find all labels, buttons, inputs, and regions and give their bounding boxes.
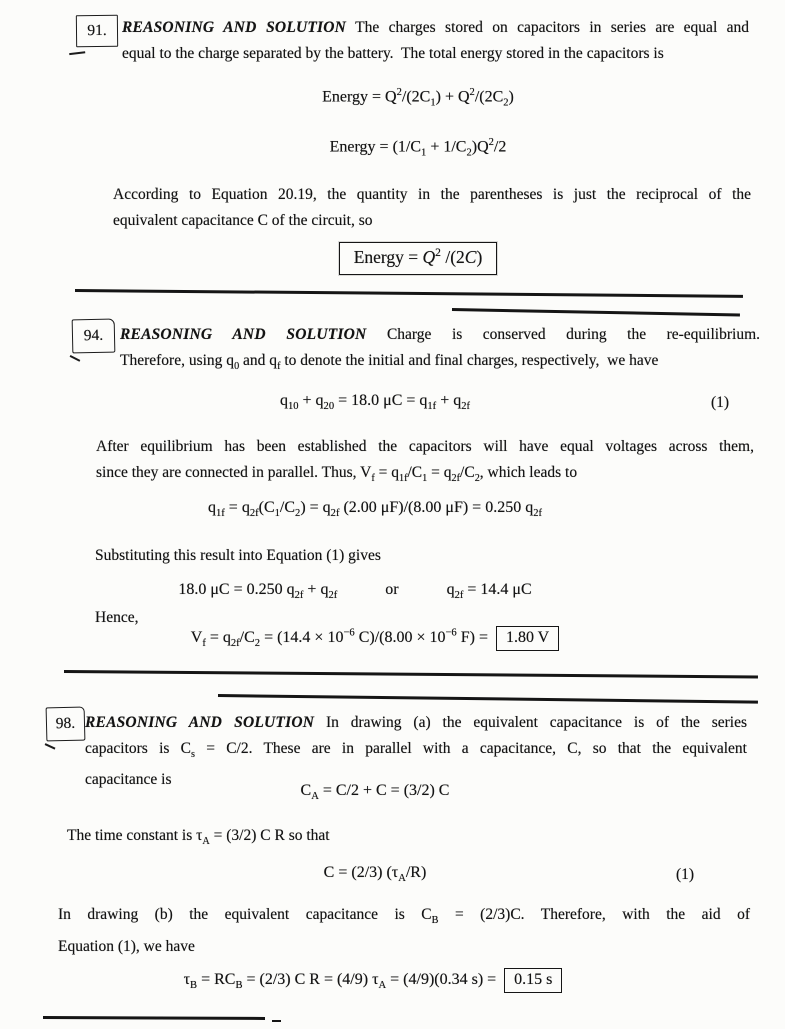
problem-91-answer-row bbox=[88, 242, 748, 275]
problem-94-body-paragraph-1 bbox=[96, 434, 754, 492]
problem-number-box-98 bbox=[46, 707, 86, 742]
text-line: since they are connected in parallel. Thus, $V_f = q_{1f}/C_1 = q_{2f}/C_2$, which leads to bbox=[96, 464, 578, 485]
text-line bbox=[120, 322, 760, 348]
equation-charge-conservation: $q_{10} + q_{20} = 18.0$ $\mu C = q_{1f} + q_{2f}$ bbox=[279, 392, 471, 413]
equation-prefix: $V_f = q_{2f}/C_2 = (14.4 \times 10^{-6}$ $C)/(8.00 \times 10^{-6}$ F) = bbox=[190, 627, 488, 650]
reasoning-heading-98: REASONING AND SOLUTION bbox=[85, 714, 315, 731]
text-line: Substituting this result into Equation (1) gives bbox=[95, 547, 381, 564]
equation-solve-q2f bbox=[40, 581, 670, 601]
text-line bbox=[122, 15, 749, 41]
problem-number-box-94 bbox=[72, 319, 116, 354]
footer-rule-dash bbox=[272, 1020, 281, 1022]
equation-right-part: $q_{2f} = 14.4$ μC bbox=[446, 581, 532, 602]
text-line: Equation (1), we have bbox=[58, 938, 195, 956]
equation-number-1: (1) bbox=[676, 866, 695, 883]
equation-number-1: (1) bbox=[711, 394, 730, 411]
equation-c-from-tau: C = (2/3) $(\tau_A/R)$ bbox=[323, 864, 427, 885]
text-line: After equilibrium has been established the capacitors will have equal voltages across them, bbox=[96, 438, 754, 455]
equation-prefix: $\tau_B = RC_B = (2/3)$ C R = (4/9) $\tau_A = (4/9)(0.34$ s) = bbox=[183, 971, 497, 992]
problem-94-body-paragraph-2 bbox=[95, 543, 735, 569]
section-divider-line bbox=[64, 670, 758, 678]
section-divider-line-short bbox=[452, 308, 740, 316]
problem-number-box-91 bbox=[76, 15, 118, 47]
text-line bbox=[85, 710, 747, 736]
text-span: The charges stored on capacitors in series are equal and bbox=[355, 19, 749, 36]
equation-ca: $C_A = C/2 + C = (3/2)$ C bbox=[300, 782, 450, 803]
or-connector: or bbox=[385, 581, 399, 598]
text-line: equal to the charge separated by the battery. The total energy stored in the capacitors is bbox=[122, 45, 664, 62]
problem-number-91: 91. bbox=[87, 21, 107, 40]
problem-91-body-paragraph bbox=[113, 182, 751, 234]
problem-number-98: 98. bbox=[55, 714, 76, 733]
footer-rule bbox=[43, 1016, 265, 1019]
hence-label: Hence, bbox=[95, 609, 139, 626]
equation-final-voltage bbox=[60, 626, 690, 651]
problem-91-intro-paragraph bbox=[122, 15, 749, 67]
text-line: According to Equation 20.19, the quantity in the parentheses is just the reciprocal of the bbox=[113, 186, 751, 203]
problem-98-body-paragraph-2 bbox=[58, 902, 750, 960]
section-divider-line-short bbox=[218, 694, 758, 703]
text-span: In drawing (a) the equivalent capacitance is of the series bbox=[325, 714, 747, 731]
text-line: In drawing (b) the equivalent capacitance is $C_B = (2/3)C$. Therefore, with the aid of bbox=[58, 906, 750, 927]
equation-energy-factored: Energy = $(1/C_1 + 1/C_2)Q^2/2$ bbox=[329, 137, 507, 159]
reasoning-heading-91: REASONING AND SOLUTION bbox=[122, 19, 347, 36]
section-divider-line bbox=[75, 289, 743, 298]
problem-number-94: 94. bbox=[83, 326, 104, 345]
text-line: capacitors is $C_s = C/2$. These are in parallel with a capacitance, C, so that the equivalent bbox=[85, 739, 747, 760]
equation-energy-sum: Energy = $Q^2/(2C_1) + Q^2/(2C_2)$ bbox=[322, 87, 514, 109]
problem-94-intro-paragraph bbox=[120, 322, 760, 380]
text-line: The time constant is $\tau_A = (3/2)$ C R so that bbox=[67, 827, 330, 848]
equation-final-tau bbox=[48, 968, 698, 993]
boxed-answer-91: Energy = $Q^2$ /(2C) bbox=[339, 242, 498, 275]
text-line: capacitance is bbox=[85, 771, 172, 789]
text-line: equivalent capacitance C of the circuit, so bbox=[113, 212, 373, 229]
boxed-answer-94: 1.80 V bbox=[496, 626, 559, 651]
equation-charge-ratio: $q_{1f} = q_{2f}(C_1/C_2) = q_{2f}$ (2.00 μF)/(8.00 μF) = 0.250 $q_{2f}$ bbox=[208, 499, 542, 520]
equation-left-part: 18.0 μC = 0.250 $q_{2f} + q_{2f}$ bbox=[178, 581, 338, 602]
text-line: Therefore, using $q_0$ and $q_f$ to denote the initial and final charges, respectively, we have bbox=[120, 352, 659, 373]
problem-98-body-paragraph-1 bbox=[67, 823, 727, 855]
reasoning-heading-94: REASONING AND SOLUTION bbox=[120, 326, 367, 343]
problem-98-intro-paragraph bbox=[85, 710, 747, 793]
text-span: Charge is conserved during the re-equilibrium. bbox=[386, 326, 761, 343]
boxed-answer-98: 0.15 s bbox=[504, 968, 562, 993]
